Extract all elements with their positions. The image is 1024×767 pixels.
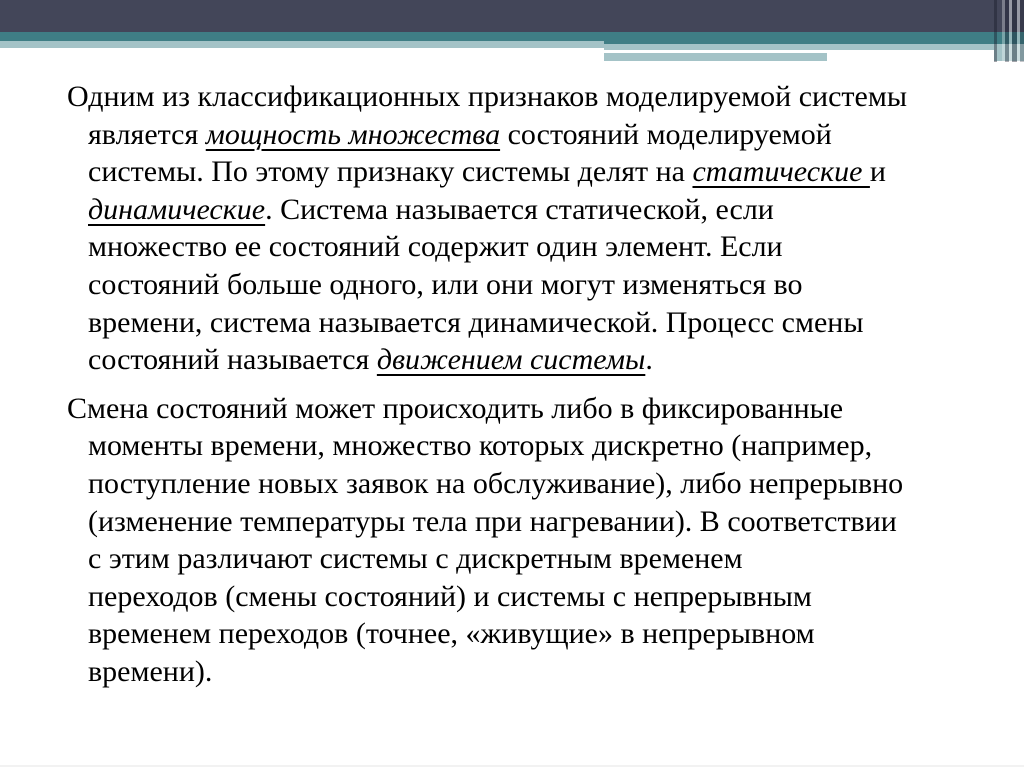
text-line <box>67 390 977 428</box>
text-line <box>88 615 977 653</box>
text-line <box>88 304 977 342</box>
text-segment: моменты времени, множество которых дискретно (например, <box>88 429 873 463</box>
text-segment: множество ее состояний содержит один элемент. Если <box>88 230 783 264</box>
text-segment: Смена состояний может происходить либо в фиксированные <box>67 391 844 425</box>
header-bar <box>0 0 1024 32</box>
text-line <box>88 228 977 266</box>
text-segment: . <box>645 343 653 377</box>
text-segment: (изменение температуры тела при нагревании). В соответствии <box>88 504 897 538</box>
light-teal-band-lower <box>604 53 827 61</box>
text-line <box>88 341 977 379</box>
text-line <box>88 503 977 541</box>
paragraph-1 <box>67 78 977 379</box>
text-segment: является <box>88 117 206 151</box>
text-line <box>88 191 977 229</box>
text-line <box>88 578 977 616</box>
light-teal-band-left <box>0 41 604 48</box>
edge-stripe <box>994 0 997 62</box>
text-segment: времени). <box>88 654 213 688</box>
text-segment: Одним из классификационных признаков моделируемой системы <box>67 80 907 113</box>
text-line <box>88 540 977 578</box>
paragraph-2 <box>67 390 977 691</box>
teal-band-right <box>604 32 1024 44</box>
emphasized-term: движением системы <box>376 343 646 377</box>
text-segment: состояний больше одного, или они могут изменяться во <box>88 267 803 301</box>
text-segment: состояний называется <box>88 343 377 377</box>
text-segment: состояний моделируемой <box>500 117 832 151</box>
text-line <box>67 78 977 116</box>
text-line <box>88 653 977 691</box>
text-segment: с этим различают системы с дискретным временем <box>88 542 743 576</box>
emphasized-term: динамические <box>88 192 266 226</box>
slide-text-block <box>67 78 977 691</box>
text-segment: . Система называется статической, если <box>265 192 774 226</box>
text-line <box>88 465 977 503</box>
edge-stripe <box>1020 0 1024 62</box>
text-segment: времени, система называется динамической. Процесс смены <box>88 305 864 339</box>
emphasized-term: мощность множества <box>205 117 501 151</box>
text-segment: временем переходов (точнее, «живущие» в непрерывном <box>88 617 815 651</box>
text-line <box>88 153 977 191</box>
text-line <box>88 427 977 465</box>
text-segment: переходов (смены состояний) и системы с непрерывным <box>88 579 812 613</box>
text-segment: поступление новых заявок на обслуживание), либо непрерывно <box>88 466 904 500</box>
text-line <box>88 266 977 304</box>
text-line <box>88 116 977 154</box>
text-segment: системы. По этому признаку системы делят на <box>88 155 693 189</box>
teal-band-left <box>0 32 604 41</box>
emphasized-term: статические <box>692 155 870 189</box>
text-segment: и <box>869 155 886 189</box>
